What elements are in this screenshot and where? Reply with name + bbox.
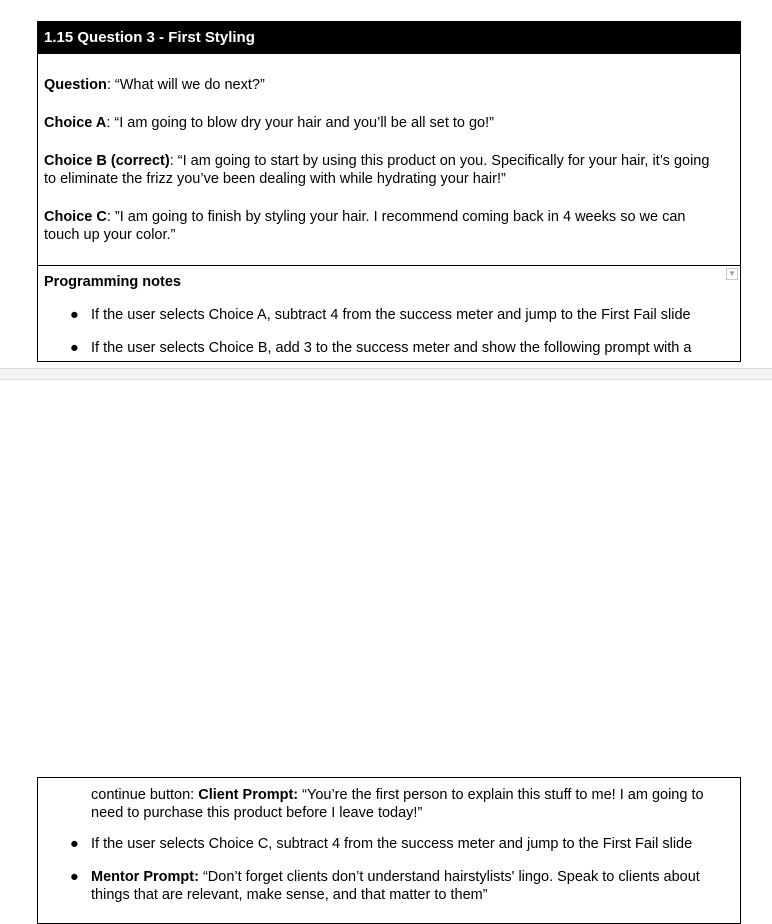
question-cell[interactable] [38,54,740,266]
choice-b-text: : “I am going to start by using this product on you. Specifically for your hair, it’s going to eliminate the frizz you’ve been dealing with while hydrating your hair!” [44,153,710,187]
choice-a-label: Choice A [44,115,107,131]
document-page-1 [0,0,772,368]
choice-c-label: Choice C [44,209,107,225]
client-prompt-text: “You’re the first person to explain this stuff to me! I am going to need to purchase this product before I leave today!” [91,787,704,821]
bullet-icon: ● [70,340,79,356]
choice-a-text: : “I am going to blow dry your hair and you’ll be all set to go!” [106,115,494,131]
client-prompt-paragraph [91,786,730,822]
choice-b-label: Choice B (correct) [44,153,170,169]
question-table [37,21,741,362]
note-item-choice-c: If the user selects Choice C, subtract 4 from the success meter and jump to the First Fail slide [91,836,693,852]
choice-c-text: : ”I am going to finish by styling your hair. I recommend coming back in 4 weeks so we can touch up your color.” [44,209,686,243]
note-item-mentor-prompt [91,868,730,904]
choice-b-paragraph [44,152,720,188]
mentor-prompt-label: Mentor Prompt: [91,869,199,885]
question-paragraph [44,76,720,94]
choice-a-paragraph [44,114,720,132]
notes-continued-table[interactable] [37,777,741,924]
client-prompt-lead: continue button: [91,787,199,803]
note-item-choice-b: If the user selects Choice B, add 3 to the success meter and show the following prompt with a [91,340,692,356]
section-title: 1.15 Question 3 - First Styling [38,22,740,54]
page-break [0,368,772,380]
chevron-down-icon[interactable]: ▼ [726,268,738,280]
notes-title: Programming notes [44,274,181,290]
client-prompt-label: Client Prompt: [198,787,299,803]
bullet-icon: ● [70,307,79,323]
bullet-icon: ● [70,869,79,885]
programming-notes-cell[interactable] [38,266,740,362]
question-label: Question [44,77,107,93]
choice-c-paragraph [44,208,720,244]
question-text: : “What will we do next?” [106,77,265,93]
document-page-2 [0,380,772,903]
mentor-prompt-text: “Don’t forget clients don’t understand hairstylists' lingo. Speak to clients about things that are relevant, make sense, and that matter to them” [91,869,700,903]
note-item-choice-a: If the user selects Choice A, subtract 4 from the success meter and jump to the First Fail slide [91,307,691,323]
bullet-icon: ● [70,836,79,852]
